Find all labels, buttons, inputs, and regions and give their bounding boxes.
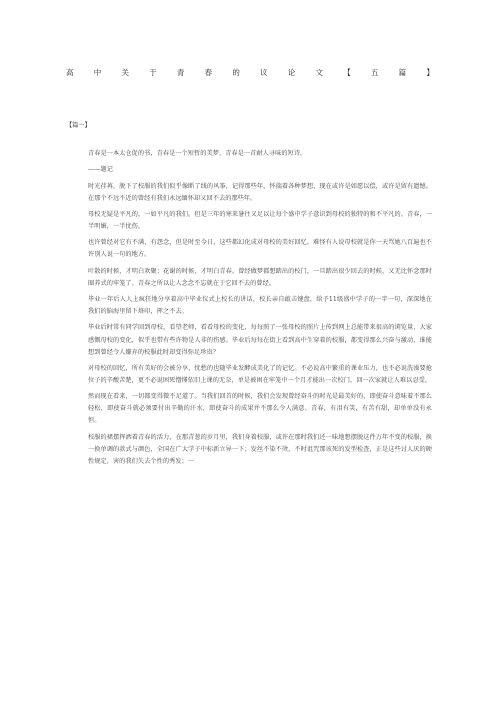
title-char: 于 (149, 68, 157, 77)
title-char: 春 (204, 68, 213, 77)
title-char: 论 (287, 68, 296, 77)
title-char: 的 (232, 68, 240, 77)
title-char: 五 (370, 68, 379, 77)
paragraph: 母校无疑是平凡的，一如平凡的我们。但是三年的寒来暑往又足以让每个盛中学子意识到母校的独特的和不平凡的。青春，一半明媚，一半忧伤。 (88, 210, 432, 231)
epigraph-attribution: ——题记 (88, 166, 113, 174)
title-char: 篇 (398, 68, 407, 77)
title-char: 关 (121, 68, 129, 77)
title-char: 议 (260, 68, 268, 77)
title-char: 高 (66, 68, 74, 77)
paragraph: 然而现在看来，一切都变得微不足道了。当我们回首的时候，我们会发现曾经奋斗的时光是最美好的，即使奋斗意味着不那么轻松，即使奋斗就必须要付出辛勤的汗水，即使奋斗的成果并不那么令人满意。青春，有泪有笑，有苦有甜，却单单没有永恒。 (88, 393, 432, 425)
title-char: 】 (426, 68, 434, 77)
paragraph: 对母校的回忆，所有美好的会被分享，忧愁的也随毕业发酵成美化了的记忆。不必说高中繁重的课业压力，也不必说洗澡要抢位子的辛酸苦楚，更不必说困死憎懂依旧上课的无奈，单是被困在牢笼中一个月才能出一次校门，回一次家就让人难以忍受。 (88, 364, 432, 384)
section-heading: 【篇一】 (66, 122, 91, 129)
document-title (66, 66, 434, 80)
paragraph: 校服的裙摆挥洒着青春的活力，在那青葱的岁月里，我们身着校服，或许在那时我们还一味地想摆脱这件万年不变的校服，换一换单调的款式与颜色，全国在广大学子中标新立异一下；发丝不染不烫，不时诅咒那该死的发型检查，正是这些讨人厌的硬性规定，害的我们失去个性的秀发；一 (88, 433, 432, 465)
article-body (88, 148, 432, 472)
paragraph: 也许曾经对它有不满，有怨念，但是时至今日，这些都幻化成对母校的美好回忆。难怪有人说母校就是你一天骂她八百遍也不许别人说一句的地方。 (88, 239, 432, 259)
paragraph: 叶散的时候，才明白欢聚；花谢的时候，才明白青春。曾经做梦都想踏出的校门，一旦踏出很少回去的时候，又无比怀念那时圈养式的牢笼了。青春之所以让人念念不忘就在于它回不去的曾经。 (88, 267, 432, 287)
paragraph: 青春是一本太仓促的书，青春是一个短暂的美梦，青春是一首耐人寻味的短诗。 (88, 150, 307, 157)
paragraph: 时光荏苒，脱下了校服的我们似乎像断了线的风筝，记得那些年，怀揣着各种梦想，现在或许是如愿以偿，或许是留有遗憾。在那个不远不近的曾经有我们永远缅怀却又回不去的那些年。 (88, 182, 432, 202)
title-char: 【 (343, 68, 351, 77)
title-char: 青 (176, 68, 185, 77)
title-char: 中 (93, 68, 102, 77)
paragraph: 毕业一年后人人上疯狂地分享着高中毕业仪式上校长的讲话，校长亲自敲击键盘，给予11级盛中学子的一字一句，深深地在我们的脑海里留下烙印，挥之不去。 (88, 296, 432, 316)
title-char: 文 (315, 68, 323, 77)
paragraph: 毕业后时常有同学回到母校，看望老师，看看母校的变化，每每照了一张母校的照片上传到网上总能带来很高的浏览量，大家感慨母校的变化，似乎也带有些许物是人非的伤感。毕业后每每在街上看到高中生穿着的校服，都变得那么兴奋与激动，谁能想到曾经令人嫌弃的校服此时却变得弥足珍贵？ (88, 324, 432, 356)
